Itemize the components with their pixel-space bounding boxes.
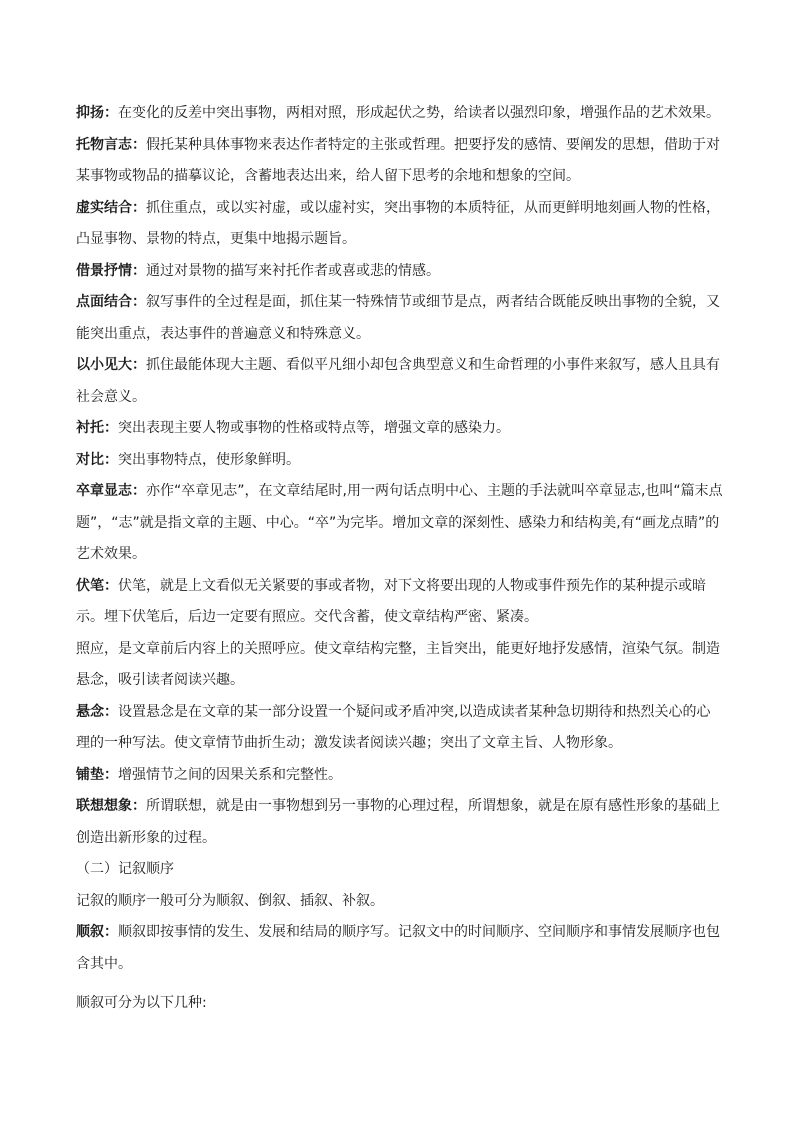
- term-label: 以小见大：: [76, 357, 146, 373]
- term-label: 托物言志：: [76, 136, 146, 153]
- term-definition: 抓住最能体现大主题、看似平凡细小却包含典型意义和生命哲理的小事件来叙写，感人且具有社会意义。: [76, 357, 720, 405]
- document-body: [76, 98, 724, 1020]
- paragraph-jiejingshuqing: [76, 256, 724, 288]
- paragraph-xuannian: [76, 697, 724, 760]
- term-definition: 假托某种具体事物来表达作者特定的主张或哲理。把要抒发的感情、要阐发的思想，借助于对某事物或物品的描摹议论，含蓄地表达出来，给人留下思考的余地和想象的空间。: [76, 136, 720, 184]
- paragraph-xushijiehe: [76, 193, 724, 256]
- paragraph-shunxu: [76, 917, 724, 980]
- term-definition: 所谓联想，就是由一事物想到另一事物的心理过程，所谓想象，就是在原有感性形象的基础上创造出新形象的过程。: [76, 798, 720, 846]
- paragraph-text: 照应，是文章前后内容上的关照呼应。使文章结构完整，主旨突出，能更好地抒发感情，渲染气氛。制造悬念，吸引读者阅读兴趣。: [76, 640, 720, 688]
- paragraph-tuowuyanzhi: [76, 130, 724, 193]
- term-label: 顺叙：: [76, 924, 118, 940]
- paragraph-text: 顺叙可分为以下几种:: [76, 995, 207, 1011]
- term-label: 联想想象：: [76, 798, 146, 814]
- term-definition: 伏笔，就是上文看似无关紧要的事或者物，对下文将要出现的人物或事件预先作的某种提示或暗示。埋下伏笔后，后边一定要有照应。交代含蓄，使文章结构严密、紧凑。: [76, 577, 706, 625]
- paragraph-lianxiangxiangxiang: [76, 791, 724, 854]
- term-definition: 通过对景物的描写来衬托作者或喜或悲的情感。: [146, 262, 440, 279]
- term-label: 点面结合：: [76, 294, 146, 310]
- term-label: 衬托：: [76, 420, 118, 436]
- term-definition: 突出事物特点，使形象鲜明。: [118, 451, 300, 468]
- paragraph-zuzhangxianzhi: [76, 476, 724, 571]
- paragraph-duibi: [76, 445, 724, 477]
- term-definition: 抓住重点，或以实衬虚，或以虚衬实，突出事物的本质特征，从而更鲜明地刻画人物的性格，凸显事物、景物的特点，更集中地揭示题旨。: [76, 199, 720, 247]
- paragraph-shunxu-types: [76, 988, 724, 1020]
- spacer: [76, 980, 724, 988]
- term-definition: 亦作“卒章见志”，在文章结尾时,用一两句话点明中心、主题的手法就叫卒章显志,也叫“篇末点题”，“志”就是指文章的主题、中心。“卒”为完毕。增加文章的深刻性、感染力和结构美,有“画龙点睛”的艺术效果。: [76, 483, 723, 562]
- term-label: 铺垫：: [76, 766, 118, 783]
- paragraph-dianmianjiehe: [76, 287, 724, 350]
- paragraph-text: 记叙的顺序一般可分为顺叙、倒叙、插叙、补叙。: [76, 892, 384, 909]
- term-label: 悬念：: [76, 703, 118, 720]
- term-label: 借景抒情：: [76, 262, 146, 279]
- term-definition: 顺叙即按事情的发生、发展和结局的顺序写。记叙文中的时间顺序、空间顺序和事情发展顺序也包含其中。: [76, 924, 720, 972]
- term-definition: 设置悬念是在文章的某一部分设置一个疑问或矛盾冲突,以造成读者某种急切期待和热烈关心的心理的一种写法。使文章情节曲折生动；激发读者阅读兴趣；突出了文章主旨、人物形象。: [76, 703, 711, 751]
- paragraph-yiyang: [76, 98, 724, 130]
- paragraph-zhaoying: [76, 634, 724, 697]
- paragraph-jixu-order-intro: [76, 886, 724, 918]
- paragraph-fubi: [76, 571, 724, 634]
- term-label: 抑扬：: [76, 105, 118, 121]
- term-label: 对比：: [76, 451, 118, 468]
- term-definition: 突出表现主要人物或事物的性格或特点等，增强文章的感染力。: [118, 420, 510, 436]
- term-definition: 叙写事件的全过程是面，抓住某一特殊情节或细节是点，两者结合既能反映出事物的全貌，又能突出重点，表达事件的普遍意义和特殊意义。: [76, 294, 720, 342]
- section-heading-text: （二）记叙顺序: [76, 861, 174, 877]
- term-definition: 在变化的反差中突出事物，两相对照，形成起伏之势，给读者以强烈印象，增强作品的艺术效果。: [118, 105, 720, 121]
- term-label: 虚实结合：: [76, 199, 146, 216]
- section-heading: [76, 854, 724, 886]
- paragraph-chentuo: [76, 413, 724, 445]
- term-definition: 增强情节之间的因果关系和完整性。: [118, 766, 342, 783]
- paragraph-pudian: [76, 760, 724, 792]
- paragraph-yixiaojianda: [76, 350, 724, 413]
- term-label: 卒章显志：: [76, 483, 146, 499]
- term-label: 伏笔：: [76, 577, 118, 594]
